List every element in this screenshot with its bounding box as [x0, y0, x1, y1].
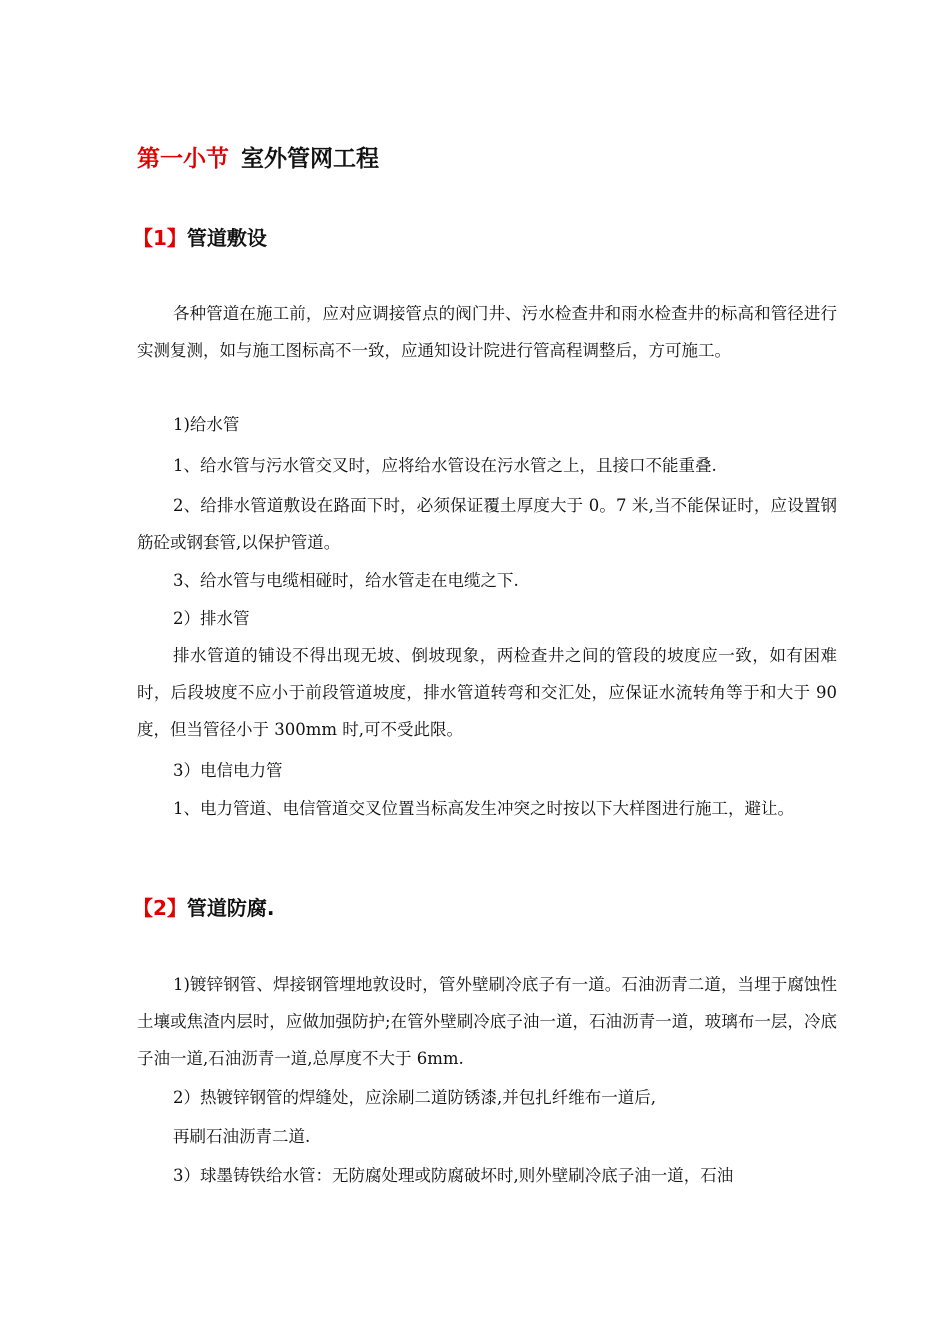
paragraph: 2）排水管 [173, 609, 250, 628]
paragraph: 2、给排水管道敷设在路面下时，必须保证覆土厚度大于 0。7 米,当不能保证时，应设置钢筋砼或钢套管,以保护管道。 [137, 496, 837, 552]
section-name: 室外管网工程 [241, 146, 379, 172]
heading-pipe-anticorrosion [133, 893, 275, 923]
heading-text: 管道防腐. [186, 896, 275, 920]
heading-pipe-laying [133, 223, 267, 253]
paragraph: 再刷石油沥青二道. [173, 1127, 311, 1146]
heading-text: 管道敷设 [186, 226, 267, 250]
paragraph: 3）电信电力管 [173, 761, 283, 780]
paragraph: 1)给水管 [173, 415, 240, 434]
paragraph: 各种管道在施工前，应对应调接管点的阀门井、污水检查井和雨水检查井的标高和管径进行实测复测，如与施工图标高不一致，应通知设计院进行管高程调整后，方可施工。 [137, 304, 837, 360]
paragraph: 2）热镀锌钢管的焊缝处，应涂刷二道防锈漆,并包扎纤维布一道后, [173, 1088, 656, 1107]
section-title [137, 142, 379, 176]
paragraph: 1)镀锌钢管、焊接钢管埋地敦设时，管外壁刷冷底子有一道。石油沥青二道，当埋于腐蚀性土壤或焦渣内层时，应做加强防护;在管外壁刷冷底子油一道，石油沥青一道，玻璃布一层，冷底子油一道,石油沥青一道,总厚度不大于 6mm. [137, 975, 837, 1068]
paragraph: 1、给水管与污水管交叉时，应将给水管设在污水管之上，且接口不能重叠. [173, 456, 717, 475]
heading-number: 【2】 [133, 896, 187, 920]
paragraph: 3、给水管与电缆相碰时，给水管走在电缆之下. [173, 571, 519, 590]
paragraph: 排水管道的铺设不得出现无坡、倒坡现象，两检查井之间的管段的坡度应一致，如有困难时，后段坡度不应小于前段管道坡度，排水管道转弯和交汇处，应保证水流转角等于和大于 90 度，但当管径小于 300mm 时,可不受此限。 [137, 646, 837, 739]
heading-number: 【1】 [133, 226, 187, 250]
paragraph: 3）球墨铸铁给水管：无防腐处理或防腐破坏时,则外壁刷冷底子油一道，石油 [173, 1166, 734, 1185]
paragraph: 1、电力管道、电信管道交叉位置当标高发生冲突之时按以下大样图进行施工，避让。 [173, 799, 794, 818]
section-number: 第一小节 [137, 146, 229, 172]
